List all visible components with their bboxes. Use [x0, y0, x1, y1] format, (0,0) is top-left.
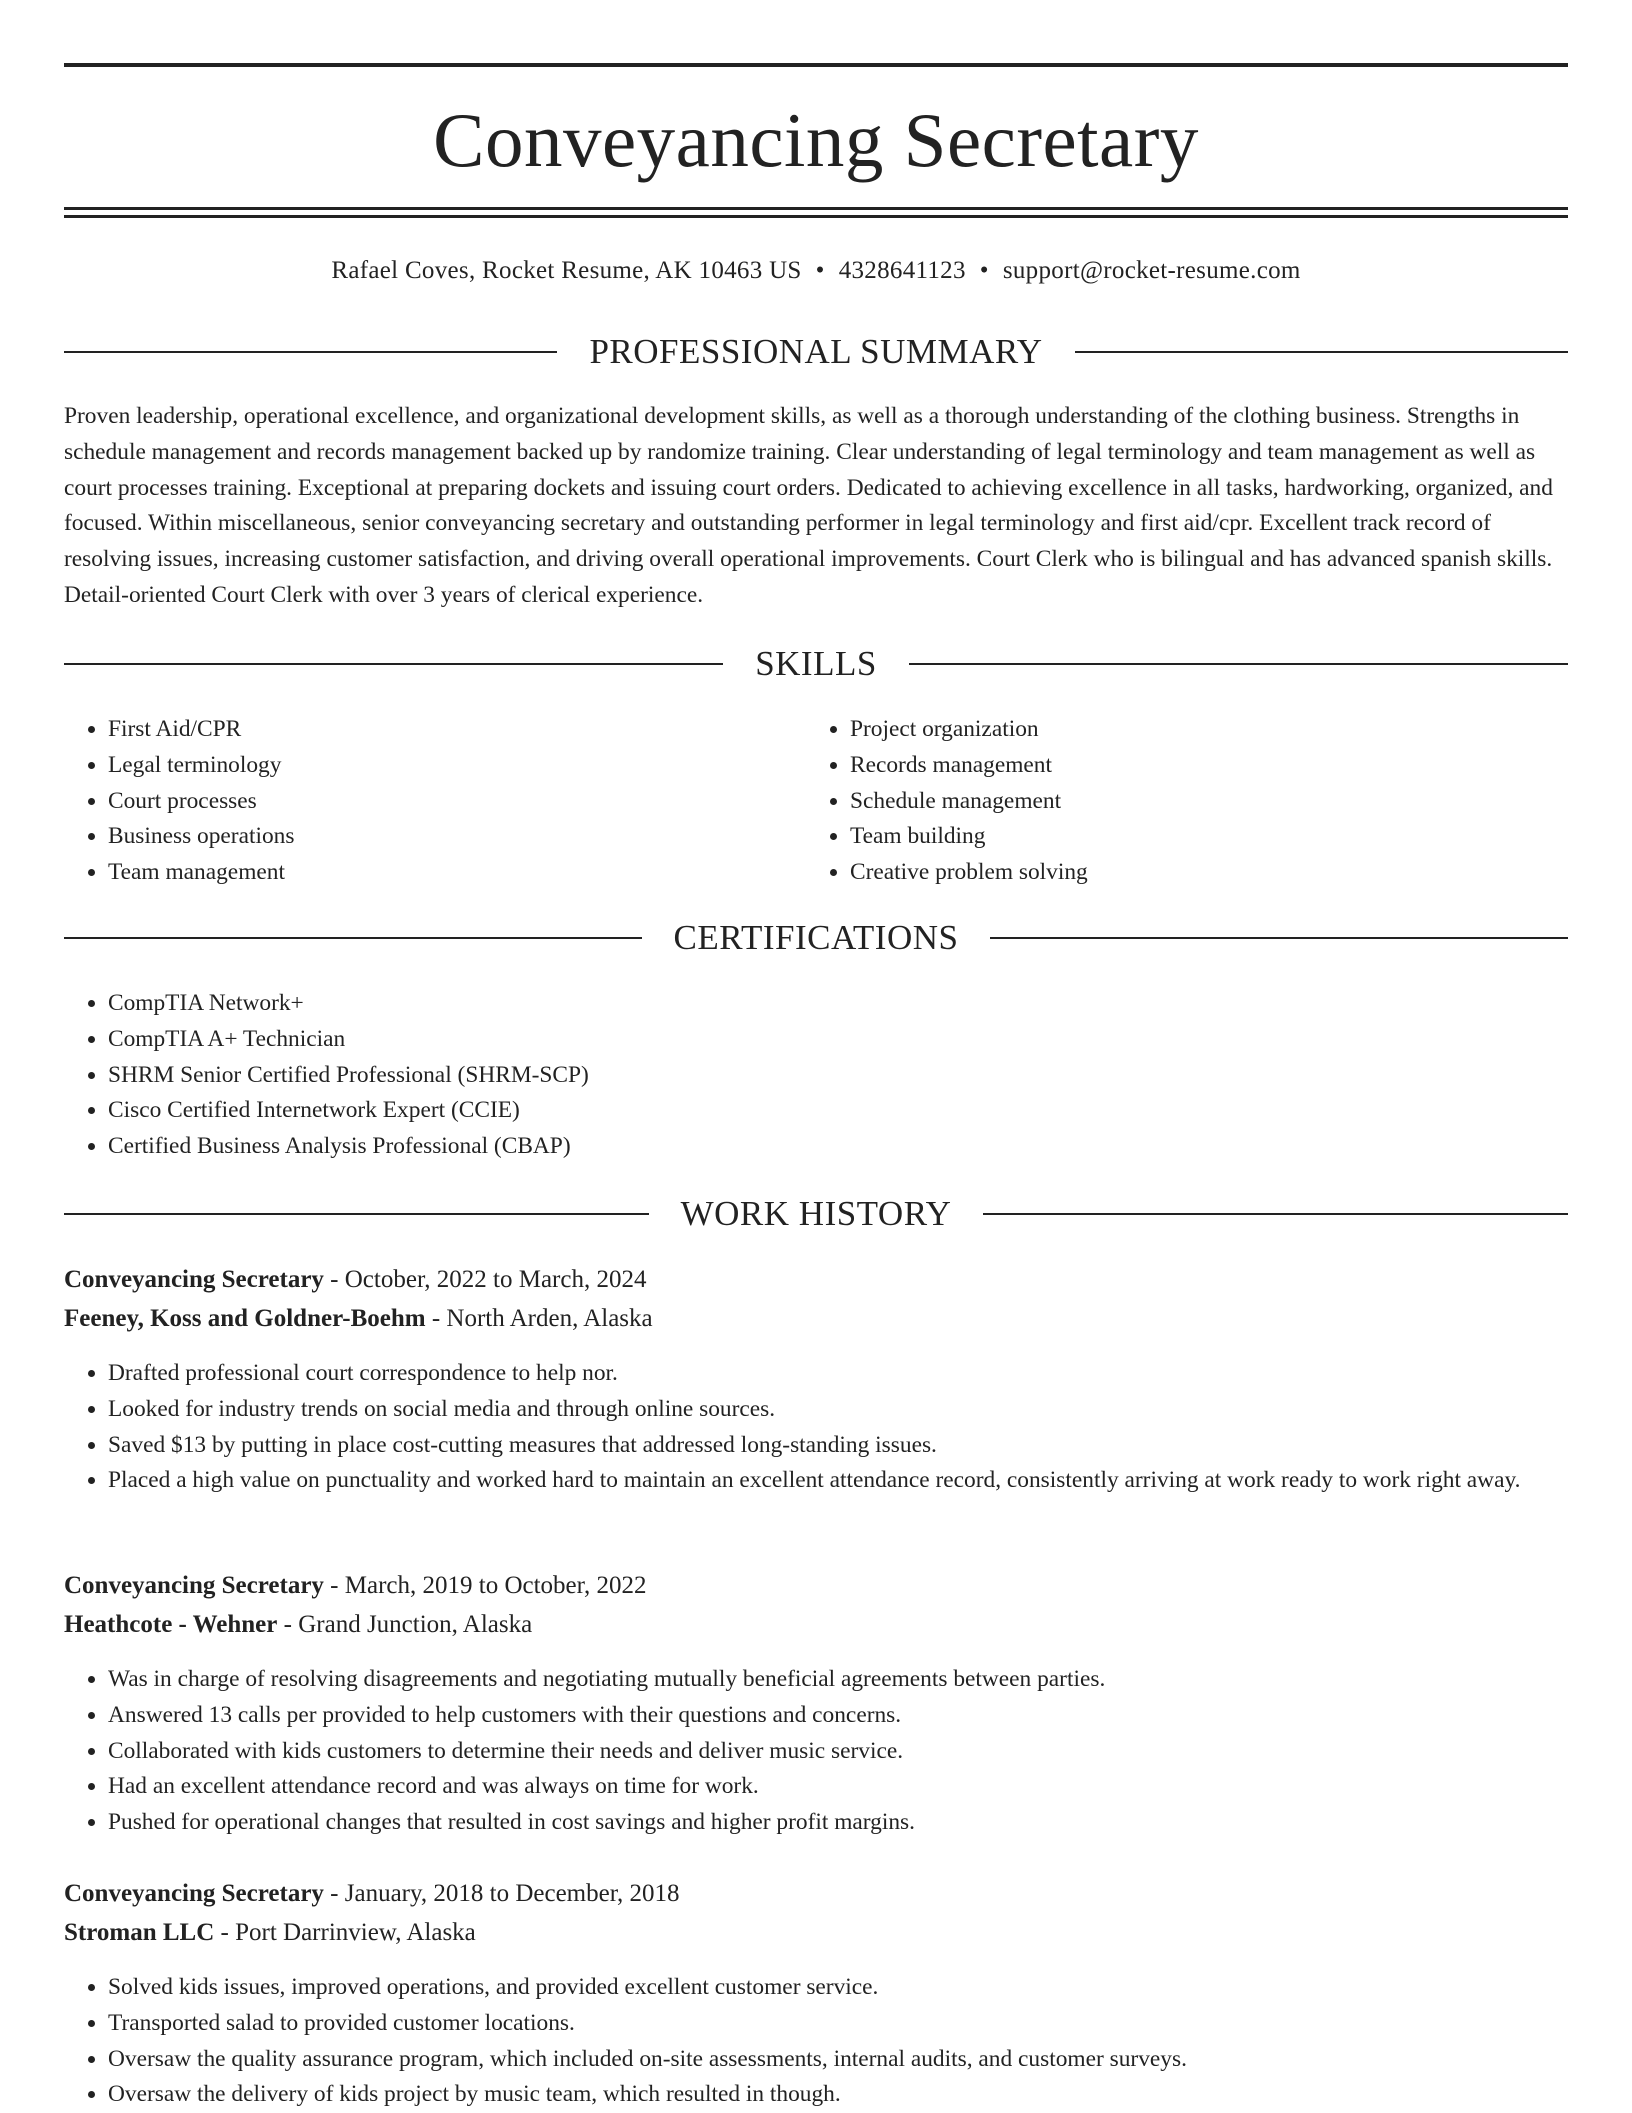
job-location: - North Arden, Alaska — [425, 1305, 653, 1332]
job-company-line — [64, 1607, 1568, 1643]
section-heading-work-history — [64, 1192, 1568, 1236]
job-title-line — [64, 1876, 1568, 1912]
skill-item: • Legal terminology — [108, 748, 808, 784]
job-title: Conveyancing Secretary — [64, 1266, 324, 1293]
skill-item: • Schedule management — [850, 784, 1550, 820]
section-heading-summary — [64, 330, 1568, 374]
job-company: Heathcote - Wehner — [64, 1611, 278, 1638]
job-bullet: • Solved kids issues, improved operations, and provided excellent customer service. — [108, 1970, 1568, 2006]
job-bullets — [64, 1970, 1568, 2113]
job-bullet: • Drafted professional court correspondence to help nor. — [108, 1356, 1568, 1392]
section-heading-label: PROFESSIONAL SUMMARY — [589, 332, 1043, 371]
skill-item: • First Aid/CPR — [108, 712, 808, 748]
job-bullets — [64, 1662, 1568, 1841]
job-title-line — [64, 1262, 1568, 1298]
skill-item: • Team management — [108, 855, 808, 891]
heading-rule — [64, 937, 642, 939]
job-bullet: • Oversaw the delivery of kids project by music team, which resulted in though. — [108, 2077, 1568, 2113]
job-bullet: • Pushed for operational changes that resulted in cost savings and higher profit margins. — [108, 1805, 1568, 1841]
section-heading-label: WORK HISTORY — [680, 1194, 952, 1233]
skill-item: • Team building — [850, 819, 1550, 855]
job-bullet: • Saved $13 by putting in place cost-cutting measures that addressed long-standing issues. — [108, 1428, 1568, 1464]
job-title-line — [64, 1568, 1568, 1604]
certification-item: • CompTIA A+ Technician — [108, 1022, 1568, 1058]
job-bullets — [64, 1356, 1568, 1499]
certification-item: • CompTIA Network+ — [108, 986, 1568, 1022]
section-heading-label: CERTIFICATIONS — [673, 918, 959, 957]
contact-address: Rafael Coves, Rocket Resume, AK 10463 US — [331, 257, 802, 284]
job-company-line — [64, 1301, 1568, 1337]
job-bullet: • Transported salad to provided customer locations. — [108, 2006, 1568, 2042]
job-company: Feeney, Koss and Goldner-Boehm — [64, 1305, 426, 1332]
heading-rule — [64, 663, 723, 665]
skill-item: • Project organization — [850, 712, 1550, 748]
skills-list-right — [806, 712, 1550, 891]
summary-text: Proven leadership, operational excellence, and organizational development skills, as well as a thorough understanding of the clothing business. Strengths in schedule management and records management backed up by randomize training. Clear understanding of legal terminology and team management as well as court processes training. Exceptional at preparing dockets and issuing court orders. Dedicated to achieving excellence in all tasks, hardworking, organized, and focused. Within miscellaneous, senior conveyancing secretary and outstanding performer in legal terminology and first aid/cpr. Excellent track record of resolving issues, increasing customer satisfaction, and driving overall operational improvements. Court Clerk who is bilingual and has advanced spanish skills. Detail-oriented Court Clerk with over 3 years of clerical experience. — [64, 403, 1553, 608]
job-bullet: • Placed a high value on punctuality and worked hard to maintain an excellent attendance record, consistently arriving at work ready to work right away. — [108, 1463, 1568, 1499]
title-rule — [64, 207, 1568, 210]
certifications-list — [64, 986, 1568, 1165]
job-dates: - March, 2019 to October, 2022 — [323, 1572, 647, 1599]
contact-email: support@rocket-resume.com — [1002, 257, 1301, 284]
skill-item: • Creative problem solving — [850, 855, 1550, 891]
job-bullet: • Collaborated with kids customers to determine their needs and deliver music service. — [108, 1734, 1568, 1770]
section-heading-label: SKILLS — [755, 644, 877, 683]
page-title: Conveyancing Secretary — [433, 97, 1199, 183]
heading-rule — [64, 351, 557, 353]
certification-item: • Certified Business Analysis Professional (CBAP) — [108, 1129, 1568, 1165]
skill-item: • Business operations — [108, 819, 808, 855]
job-dates: - October, 2022 to March, 2024 — [323, 1266, 647, 1293]
heading-rule — [990, 937, 1568, 939]
skill-item: • Records management — [850, 748, 1550, 784]
certification-item: • Cisco Certified Internetwork Expert (CCIE) — [108, 1093, 1568, 1129]
skill-item: • Court processes — [108, 784, 808, 820]
skills-list-left — [64, 712, 808, 891]
job-bullet: • Answered 13 calls per provided to help customers with their questions and concerns. — [108, 1698, 1568, 1734]
section-heading-skills — [64, 642, 1568, 686]
job-title: Conveyancing Secretary — [64, 1572, 324, 1599]
heading-rule — [983, 1213, 1568, 1215]
heading-rule — [1075, 351, 1568, 353]
job-location: - Grand Junction, Alaska — [277, 1611, 533, 1638]
job-company-line — [64, 1915, 1568, 1951]
title-rule — [64, 215, 1568, 218]
job-bullet: • Had an excellent attendance record and was always on time for work. — [108, 1769, 1568, 1805]
contact-separator: • — [979, 257, 989, 284]
section-heading-certifications — [64, 916, 1568, 960]
heading-rule — [909, 663, 1568, 665]
certification-item: • SHRM Senior Certified Professional (SHRM-SCP) — [108, 1058, 1568, 1094]
contact-separator: • — [815, 257, 825, 284]
job-dates: - January, 2018 to December, 2018 — [323, 1880, 680, 1907]
contact-phone: 4328641123 — [838, 257, 966, 284]
heading-rule — [64, 1213, 649, 1215]
top-rule — [64, 63, 1568, 67]
job-title: Conveyancing Secretary — [64, 1880, 324, 1907]
job-bullet: • Oversaw the quality assurance program, which included on-site assessments, internal audits, and customer surveys. — [108, 2042, 1568, 2078]
job-location: - Port Darrinview, Alaska — [214, 1919, 476, 1946]
job-company: Stroman LLC — [64, 1919, 215, 1946]
job-bullet: • Looked for industry trends on social media and through online sources. — [108, 1392, 1568, 1428]
contact-line — [64, 254, 1568, 288]
job-bullet: • Was in charge of resolving disagreements and negotiating mutually beneficial agreements between parties. — [108, 1662, 1568, 1698]
